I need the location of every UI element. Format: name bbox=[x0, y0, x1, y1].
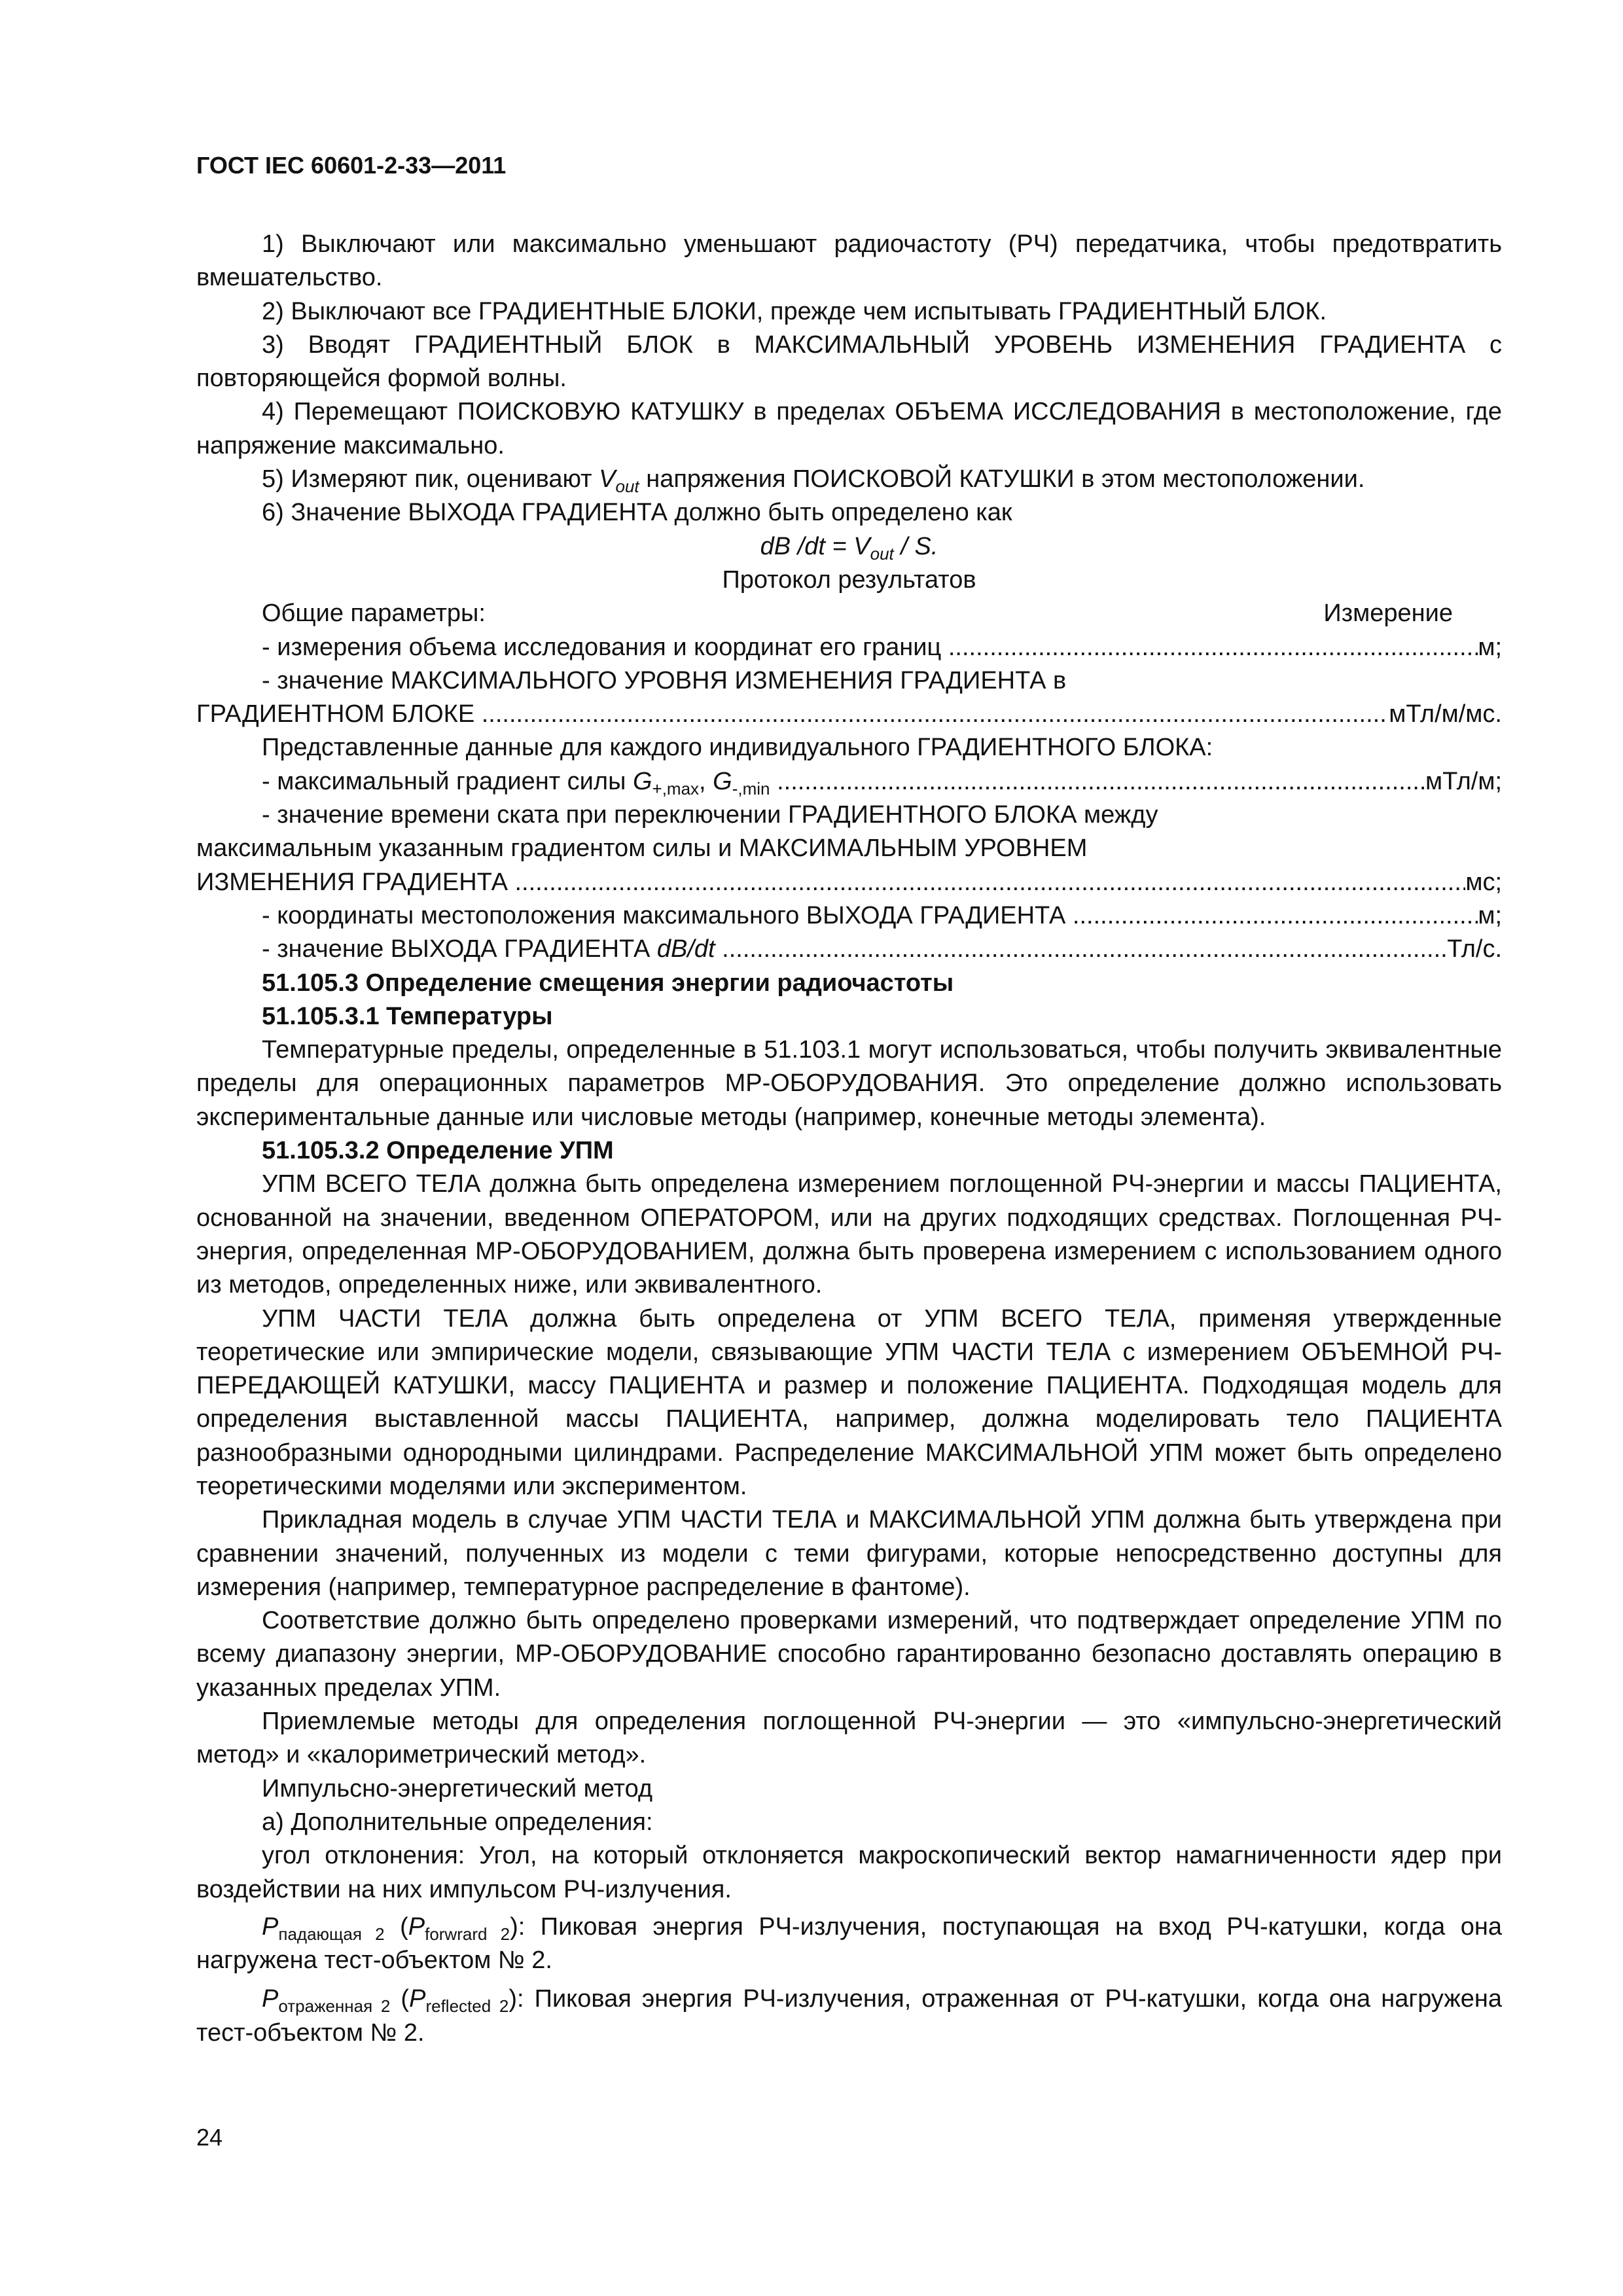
protocol-item-rate-line1: - значение МАКСИМАЛЬНОГО УРОВНЯ ИЗМЕНЕНИЯ ГРАДИЕНТА в bbox=[262, 666, 1067, 694]
section-51-105-3-2: 51.105.3.2 Определение УПМ bbox=[262, 1137, 614, 1165]
protocol-item-ramp-line3: ИЗМЕНЕНИЯ ГРАДИЕНТА ..... мс; bbox=[196, 866, 1502, 899]
measurement-label: Измерение bbox=[1323, 600, 1453, 628]
paragraph-upm-4: Соответствие должно быть определено проверками измерений, что подтверждает определение УПМ по всему диапазону энергии, МР-ОБОРУДОВАНИЕ способно гарантированно безопасно доставлять операцию в указанных пределах УПМ. bbox=[196, 1607, 1502, 1702]
section-51-105-3-1: 51.105.3.1 Температуры bbox=[262, 1002, 553, 1030]
standard-code-header: ГОСТ IEC 60601-2-33—2011 bbox=[196, 152, 507, 179]
page-number: 24 bbox=[196, 2124, 223, 2151]
document-body bbox=[196, 228, 1502, 2050]
protocol-item-coordinates: - координаты местоположения максимального ВЫХОДА ГРАДИЕНТА ..... м; bbox=[196, 899, 1502, 933]
step-4: 4) Перемещают ПОИСКОВУЮ КАТУШКУ в пределах ОБЪЕМА ИССЛЕДОВАНИЯ в местоположение, где напряжение максимально. bbox=[196, 398, 1502, 459]
deflection-angle-definition: угол отклонения: Угол, на который отклоняется макроскопический вектор намагниченности ядер при воздействии на них импульсом РЧ-излучения. bbox=[196, 1842, 1502, 1903]
step-1: 1) Выключают или максимально уменьшают радиочастоту (РЧ) передатчика, чтобы предотвратить вмешательство. bbox=[196, 230, 1502, 292]
protocol-title: Протокол результатов bbox=[722, 565, 976, 594]
protocol-item-rate-line2: ГРАДИЕНТНОМ БЛОКЕ ..... мТл/м/мс. bbox=[196, 698, 1502, 731]
step-3: 3) Вводят ГРАДИЕНТНЫЙ БЛОК в МАКСИМАЛЬНЫЙ УРОВЕНЬ ИЗМЕНЕНИЯ ГРАДИЕНТА с повторяющейся формой волны. bbox=[196, 331, 1502, 393]
paragraph-upm-3: Прикладная модель в случае УПМ ЧАСТИ ТЕЛА и МАКСИМАЛЬНОЙ УПМ должна быть утверждена при сравнении значений, полученных из модели с теми фигурами, которые непосредственно доступны для измерения (например, температурное распределение в фантоме). bbox=[196, 1506, 1502, 1601]
paragraph-upm-1: УПМ ВСЕГО ТЕЛА должна быть определена измерением поглощенной РЧ-энергии и массы ПАЦИЕНТА, основанной на значении, введенном ОПЕРАТОРОМ, или на других подходящих средствах. Поглощенная РЧ-энергия, определенная МР-ОБОРУДОВАНИЕМ, должна быть проверена измерением с использованием одного из методов, определенных ниже, или эквивалентного. bbox=[196, 1170, 1502, 1299]
section-51-105-3: 51.105.3 Определение смещения энергии радиочастоты bbox=[262, 969, 954, 997]
protocol-item-ramp-line1: - значение времени ската при переключении ГРАДИЕНТНОГО БЛОКА между bbox=[262, 801, 1158, 829]
forward-power-definition: $P_{падающая 2}$ $(P_{forwrard 2})$: Пиковая энергия РЧ-излучения, поступающая на вход РЧ-катушки, когда она нагружена тест-объектом № 2. bbox=[196, 1912, 1502, 1975]
per-block-label: Представленные данные для каждого индивидуального ГРАДИЕНТНОГО БЛОКА: bbox=[262, 734, 1213, 762]
paragraph-upm-2: УПМ ЧАСТИ ТЕЛА должна быть определена от УПМ ВСЕГО ТЕЛА, применяя утвержденные теоретические или эмпирические модели, связывающие УПМ ЧАСТИ ТЕЛА с измерением ОБЪЕМНОЙ РЧ-ПЕРЕДАЮЩЕЙ КАТУШКИ, массу ПАЦИЕНТА и размер и положение ПАЦИЕНТА. Подходящая модель для определения выставленной массы ПАЦИЕНТА, например, должна моделировать тело ПАЦИЕНТА разнообразными однородными цилиндрами. Распределение МАКСИМАЛЬНОЙ УПМ может быть определено теоретическими моделями или экспериментом. bbox=[196, 1304, 1502, 1500]
general-params-label: Общие параметры: bbox=[262, 600, 486, 628]
method-title: Импульсно-энергетический метод bbox=[262, 1774, 653, 1803]
paragraph-temperatures: Температурные пределы, определенные в 51.103.1 могут использоваться, чтобы получить эквивалентные пределы для операционных параметров МР-ОБОРУДОВАНИЯ. Это определение должно использовать экспериментальные данные или числовые методы (например, конечные методы элемента). bbox=[196, 1036, 1502, 1131]
protocol-item-gradient-output: - значение ВЫХОДА ГРАДИЕНТА dB/dt ..... Тл/с. bbox=[196, 933, 1502, 966]
step-5: 5) Измеряют пик, оценивают $V_{out}$ напряжения ПОИСКОВОЙ КАТУШКИ в этом местоположении. bbox=[262, 465, 1365, 497]
paragraph-upm-5: Приемлемые методы для определения поглощенной РЧ-энергии — это «импульсно-энергетический метод» и «калориметрический метод». bbox=[196, 1708, 1502, 1769]
protocol-header-row bbox=[196, 597, 1502, 630]
step-2: 2) Выключают все ГРАДИЕНТНЫЕ БЛОКИ, прежде чем испытывать ГРАДИЕНТНЫЙ БЛОК. bbox=[262, 297, 1327, 325]
protocol-item-volume: - измерения объема исследования и координат его границ ..... м; bbox=[196, 631, 1502, 664]
definitions-label: а) Дополнительные определения: bbox=[262, 1808, 653, 1836]
protocol-item-max-gradient: - максимальный градиент силы $G_{+,max}$, $G_{-,min}$ ..... мТл/м; bbox=[196, 765, 1502, 798]
reflected-power-definition: $P_{отраженная 2}$ $(P_{reflected 2})$: Пиковая энергия РЧ-излучения, отраженная от РЧ-катушки, когда она нагружена тест-объектом № 2. bbox=[196, 1985, 1502, 2047]
gradient-output-formula: dB $/dt = V_{out} / S$. bbox=[760, 532, 938, 564]
protocol-item-ramp-line2: максимальным указанным градиентом силы и МАКСИМАЛЬНЫМ УРОВНЕМ bbox=[196, 834, 1088, 863]
step-6: 6) Значение ВЫХОДА ГРАДИЕНТА должно быть определено как bbox=[262, 499, 1012, 527]
